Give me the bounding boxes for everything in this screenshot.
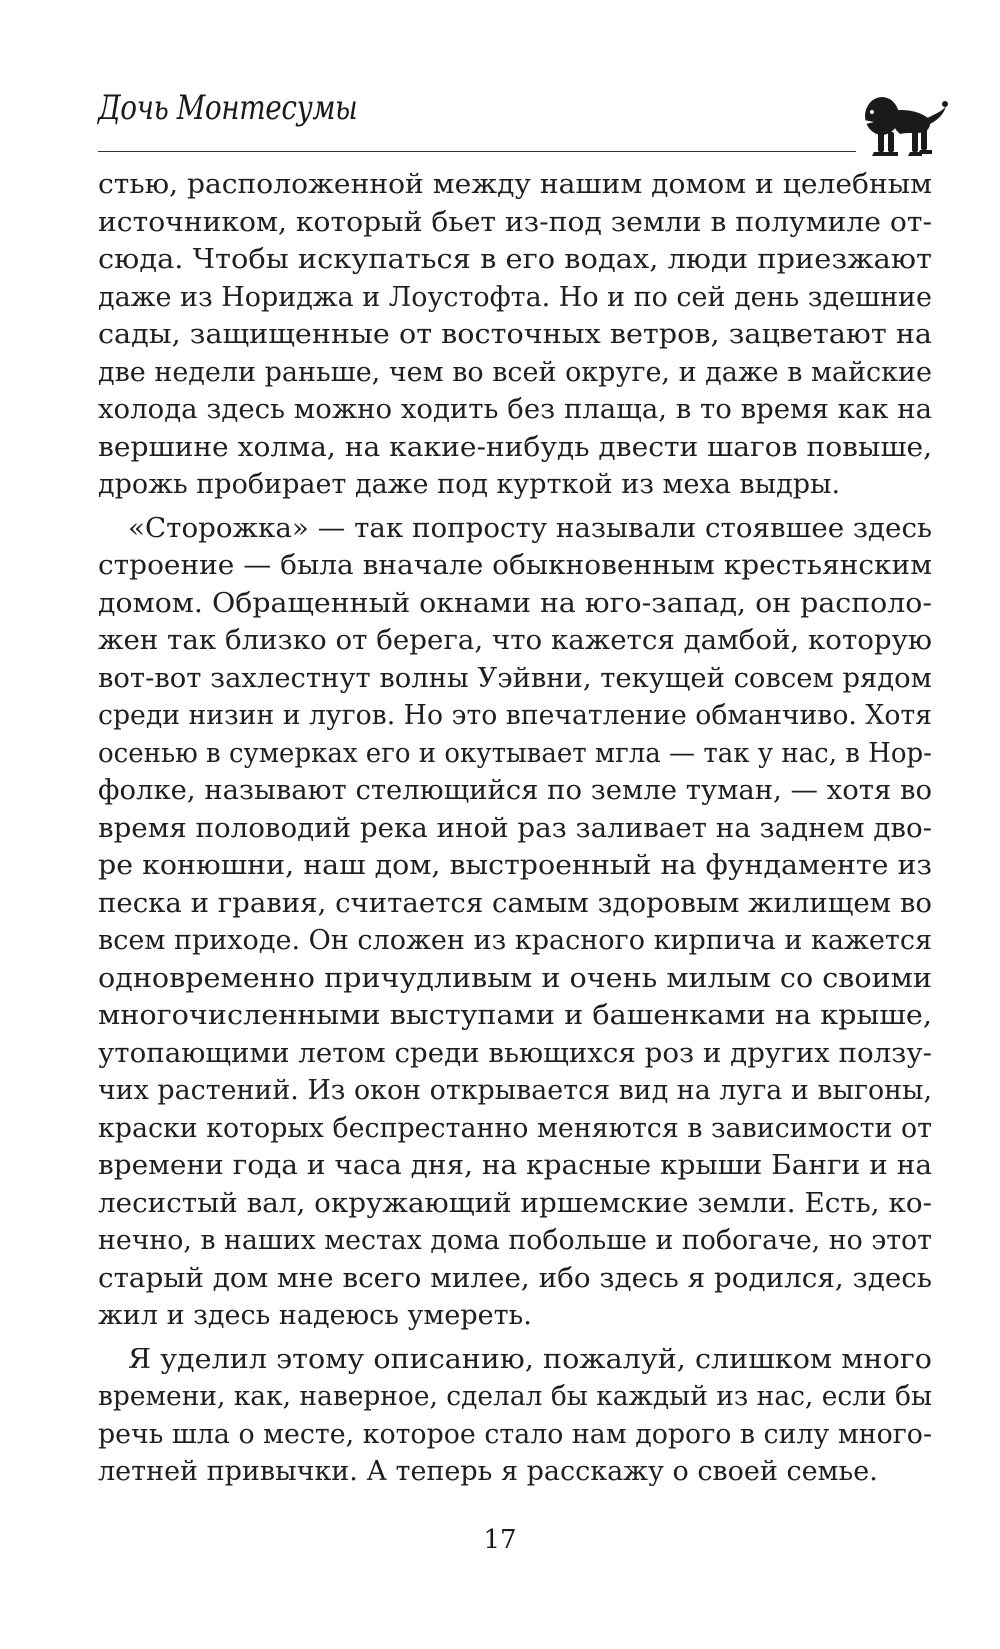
- text-line: фолке, называют стелющийся по земле туман, — хотя во: [98, 775, 932, 806]
- running-head: Дочь Монтесумы: [98, 88, 358, 128]
- text-line: осенью в сумерках его и окутывает мгла — так у нас, в Нор-: [98, 737, 932, 769]
- text-line: даже из Нориджа и Лоустофта. Но и по сей день здешние: [98, 281, 932, 313]
- text-line: жил и здесь надеюсь умереть.: [98, 1300, 532, 1331]
- lion-emblem-icon: [858, 90, 950, 162]
- text-line: источником, который бьет из-под земли в полумиле от-: [98, 206, 932, 238]
- text-line: вот-вот захлестнут волны Уэйвни, текущей совсем рядом: [98, 662, 932, 694]
- text-line: времени, как, наверное, сделал бы каждый из нас, если бы: [98, 1381, 932, 1412]
- text-line: всем приходе. Он сложен из красного кирпича и кажется: [98, 925, 932, 956]
- text-line: краски которых беспрестанно меняются в зависимости от: [98, 1112, 932, 1144]
- text-line: среди низин и лугов. Но это впечатление обманчиво. Хотя: [98, 700, 932, 731]
- text-line: утопающими летом среди вьющихся роз и других ползу-: [98, 1037, 932, 1069]
- text-line: две недели раньше, чем во всей округе, и даже в майские: [98, 356, 932, 388]
- body-text: [98, 166, 932, 1491]
- text-line: времени года и часа дня, на красные крыши Банги и на: [98, 1150, 932, 1181]
- text-line: многочисленными выступами и башенками на крыше,: [98, 1000, 932, 1031]
- text-line: Я уделил этому описанию, пожалуй, слишком много: [128, 1343, 932, 1375]
- header-rule: [98, 151, 856, 152]
- text-line: старый дом мне всего милее, ибо здесь я родился, здесь: [98, 1262, 932, 1294]
- text-line: одновременно причудливым и очень милым со своими: [98, 962, 932, 994]
- text-line: ре конюшни, наш дом, выстроенный на фундаменте из: [98, 850, 932, 881]
- text-line: вершине холма, на какие-нибудь двести шагов повыше,: [98, 431, 932, 463]
- text-line: чих растений. Из окон открывается вид на луга и выгоны,: [98, 1075, 932, 1106]
- text-line: сюда. Чтобы искупаться в его водах, люди приезжают: [98, 244, 932, 275]
- text-line: холода здесь можно ходить без плаща, в то время как на: [98, 394, 932, 425]
- text-line: летней привычки. А теперь я расскажу о своей семье.: [98, 1456, 878, 1487]
- text-line: «Сторожка» — так попросту называли стоявшее здесь: [128, 512, 932, 544]
- text-line: песка и гравия, считается самым здоровым жилищем во: [98, 887, 932, 919]
- text-line: время половодий река иной раз заливает на заднем дво-: [98, 812, 932, 844]
- text-line: стью, расположенной между нашим домом и целебным: [98, 169, 932, 200]
- text-line: строение — была вначале обыкновенным крестьянским: [98, 550, 932, 581]
- text-line: речь шла о месте, которое стало нам дорого в силу много-: [98, 1418, 932, 1450]
- text-line: сады, защищенные от восточных ветров, зацветают на: [98, 319, 932, 350]
- page-number: 17: [483, 1525, 517, 1555]
- text-line: лесистый вал, окружающий иршемские земли. Есть, ко-: [98, 1187, 932, 1219]
- text-line: жен так близко от берега, что кажется дамбой, которую: [98, 625, 932, 656]
- text-line: нечно, в наших местах дома побольше и побогаче, но этот: [98, 1225, 932, 1256]
- text-line: дрожь пробирает даже под курткой из меха выдры.: [98, 469, 841, 500]
- text-line: домом. Обращенный окнами на юго-запад, он располо-: [98, 587, 932, 619]
